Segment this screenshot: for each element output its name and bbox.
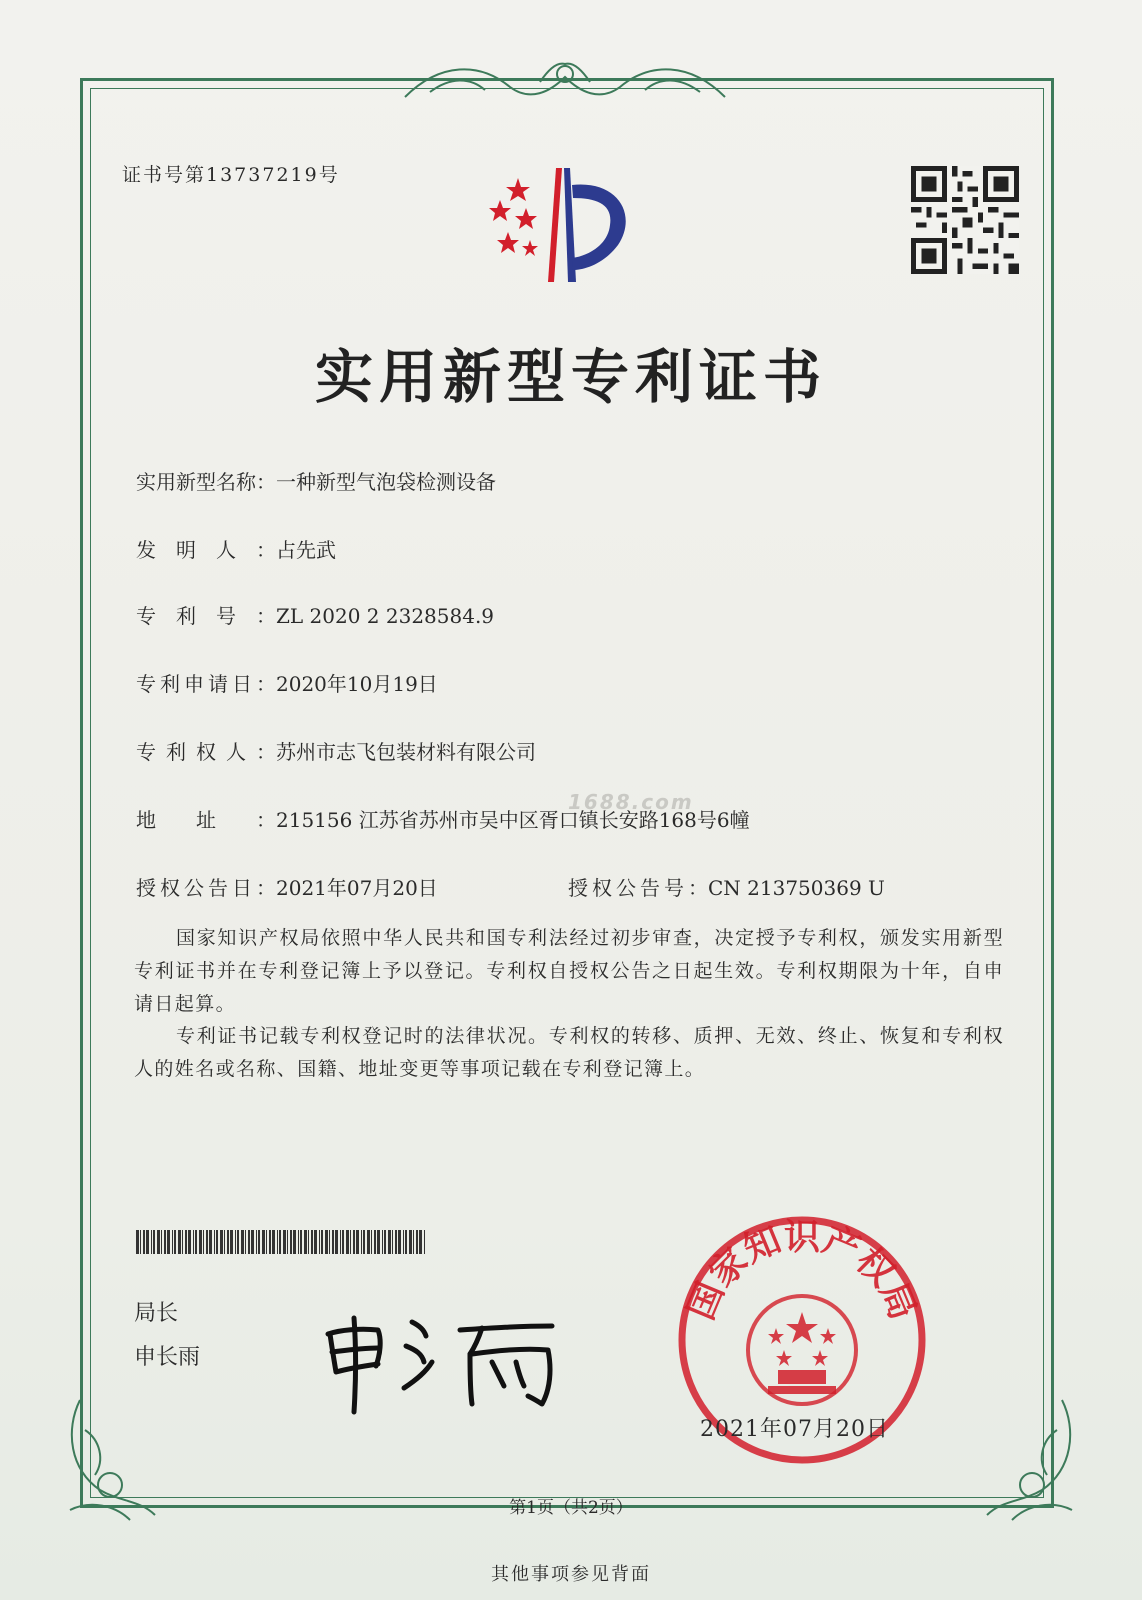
field-label: 实用新型名称： bbox=[136, 470, 276, 494]
barcode-bar bbox=[277, 1230, 278, 1254]
footer-note: 其他事项参见背面 bbox=[491, 1564, 651, 1585]
field-filing-date bbox=[136, 668, 438, 697]
top-ornament bbox=[400, 52, 730, 112]
barcode-bar bbox=[363, 1230, 365, 1254]
barcode-bar bbox=[416, 1230, 418, 1254]
barcode-bar bbox=[279, 1230, 281, 1254]
barcode-bar bbox=[405, 1230, 407, 1254]
barcode-bar bbox=[361, 1230, 362, 1254]
barcode-bar bbox=[340, 1230, 341, 1254]
barcode-bar bbox=[227, 1230, 229, 1254]
barcode-bar bbox=[311, 1230, 313, 1254]
seal-date: 2021年07月20日 bbox=[700, 1417, 889, 1442]
field-label: 专利号： bbox=[136, 604, 276, 628]
barcode-bar bbox=[287, 1230, 288, 1254]
field-label: 地址： bbox=[136, 808, 276, 832]
field-label: 授权公告日： bbox=[136, 876, 276, 900]
barcode-bar bbox=[161, 1230, 162, 1254]
barcode-bar bbox=[214, 1230, 215, 1254]
barcode-bar bbox=[353, 1230, 355, 1254]
body-paragraph-1: 国家知识产权局依照中华人民共和国专利法经过初步审查，决定授予专利权，颁发实用新型专利证书并在专利登记簿上予以登记。专利权自授权公告之日起生效。专利权期限为十年，自申请日起算。 bbox=[134, 927, 1004, 1015]
barcode-bar bbox=[392, 1230, 393, 1254]
barcode-bar bbox=[199, 1230, 202, 1254]
page-indicator: 第1页（共2页） bbox=[509, 1498, 633, 1518]
barcode-bar bbox=[241, 1230, 244, 1254]
barcode-bar bbox=[304, 1230, 307, 1254]
barcode-bar bbox=[178, 1230, 181, 1254]
cnipa-logo bbox=[478, 160, 648, 290]
handwritten-signature bbox=[320, 1300, 570, 1420]
barcode-bar bbox=[256, 1230, 257, 1254]
field-patent-number bbox=[136, 600, 494, 629]
barcode-bar bbox=[220, 1230, 223, 1254]
field-label: 发明人： bbox=[136, 538, 276, 562]
barcode-bar bbox=[167, 1230, 170, 1254]
barcode-bar bbox=[248, 1230, 250, 1254]
signatory-name: 申长雨 bbox=[134, 1345, 201, 1370]
barcode-bar bbox=[298, 1230, 299, 1254]
field-address bbox=[136, 804, 750, 833]
barcode-bar bbox=[419, 1230, 422, 1254]
barcode-bar bbox=[314, 1230, 317, 1254]
barcode-bar bbox=[262, 1230, 265, 1254]
barcode-bar bbox=[251, 1230, 254, 1254]
barcode-bar bbox=[203, 1230, 204, 1254]
barcode-bar bbox=[258, 1230, 260, 1254]
barcode-bar bbox=[143, 1230, 145, 1254]
barcode-bar bbox=[398, 1230, 401, 1254]
barcode-bar bbox=[195, 1230, 197, 1254]
barcode-bar bbox=[395, 1230, 397, 1254]
barcode-bar bbox=[413, 1230, 414, 1254]
barcode-bar bbox=[374, 1230, 376, 1254]
barcode-bar bbox=[151, 1230, 152, 1254]
barcode-bar bbox=[346, 1230, 349, 1254]
barcode-bar bbox=[409, 1230, 412, 1254]
field-patentee bbox=[136, 736, 536, 765]
barcode-bar bbox=[185, 1230, 187, 1254]
barcode-bar bbox=[388, 1230, 391, 1254]
barcode-bar bbox=[235, 1230, 236, 1254]
field-value: 2021年07月20日 bbox=[276, 876, 438, 900]
barcode-bar bbox=[342, 1230, 344, 1254]
barcode-bar bbox=[377, 1230, 380, 1254]
barcode-bar bbox=[140, 1230, 141, 1254]
barcode-bar bbox=[174, 1230, 176, 1254]
barcode-bar bbox=[335, 1230, 338, 1254]
barcode-bar bbox=[172, 1230, 173, 1254]
barcode-bar bbox=[350, 1230, 351, 1254]
barcode-bar bbox=[206, 1230, 208, 1254]
signatory-title: 局长 bbox=[134, 1301, 179, 1326]
field-label: 专利申请日： bbox=[136, 672, 276, 696]
barcode-bar bbox=[193, 1230, 194, 1254]
barcode-bar bbox=[182, 1230, 183, 1254]
field-value: 2020年10月19日 bbox=[276, 672, 438, 696]
barcode-bar bbox=[269, 1230, 271, 1254]
field-grant-number bbox=[568, 872, 885, 901]
barcode-bar bbox=[209, 1230, 212, 1254]
barcode-bar bbox=[329, 1230, 330, 1254]
barcode-bar bbox=[153, 1230, 155, 1254]
barcode-bar bbox=[237, 1230, 239, 1254]
barcode-bar bbox=[164, 1230, 166, 1254]
barcode-bar bbox=[136, 1230, 139, 1254]
barcode-bar bbox=[319, 1230, 320, 1254]
barcode-bar bbox=[290, 1230, 292, 1254]
field-utility-model-name bbox=[136, 466, 496, 495]
barcode-bar bbox=[272, 1230, 275, 1254]
field-value: 215156 江苏省苏州市吴中区胥口镇长安路168号6幢 bbox=[276, 808, 750, 832]
barcode-bar bbox=[266, 1230, 267, 1254]
qr-code bbox=[911, 166, 1019, 274]
field-label: 授权公告号： bbox=[568, 876, 708, 900]
field-value: CN 213750369 U bbox=[708, 876, 885, 900]
svg-text:国家知识产权局 bbox=[681, 1217, 924, 1326]
barcode-bar bbox=[283, 1230, 286, 1254]
barcode-bar bbox=[308, 1230, 309, 1254]
field-value: 占先武 bbox=[276, 538, 336, 562]
certificate-title: 实用新型专利证书 bbox=[314, 343, 827, 411]
field-grant-date bbox=[136, 872, 438, 901]
field-inventor bbox=[136, 534, 336, 563]
barcode-bar bbox=[382, 1230, 383, 1254]
barcode-bar bbox=[245, 1230, 246, 1254]
field-value: 一种新型气泡袋检测设备 bbox=[276, 470, 496, 494]
barcode-bar bbox=[367, 1230, 370, 1254]
barcode-bar bbox=[224, 1230, 225, 1254]
barcode-bar bbox=[146, 1230, 149, 1254]
barcode-bar bbox=[216, 1230, 218, 1254]
barcode-bar bbox=[300, 1230, 302, 1254]
field-value: 苏州市志飞包装材料有限公司 bbox=[276, 740, 536, 764]
barcode-bar bbox=[325, 1230, 328, 1254]
barcode-bar bbox=[356, 1230, 359, 1254]
barcode-bar bbox=[424, 1230, 425, 1254]
field-label: 专利权人： bbox=[136, 740, 276, 764]
barcode-bar bbox=[230, 1230, 233, 1254]
barcode-bar bbox=[157, 1230, 160, 1254]
barcode-bar bbox=[384, 1230, 386, 1254]
barcode-bar bbox=[371, 1230, 372, 1254]
watermark: 1688.com bbox=[568, 790, 694, 814]
body-paragraph-2: 专利证书记载专利权登记时的法律状况。专利权的转移、质押、无效、终止、恢复和专利权人的姓名或名称、国籍、地址变更等事项记载在专利登记簿上。 bbox=[134, 1025, 1004, 1080]
field-value: ZL 2020 2 2328584.9 bbox=[276, 604, 495, 628]
barcode-bar bbox=[293, 1230, 296, 1254]
seal-text: 国家知识产权局 bbox=[680, 1216, 924, 1326]
barcode bbox=[136, 1230, 428, 1254]
barcode-bar bbox=[188, 1230, 191, 1254]
barcode-bar bbox=[321, 1230, 323, 1254]
barcode-bar bbox=[403, 1230, 404, 1254]
barcode-bar bbox=[332, 1230, 334, 1254]
certificate-number: 证书号第13737219号 bbox=[122, 164, 340, 186]
